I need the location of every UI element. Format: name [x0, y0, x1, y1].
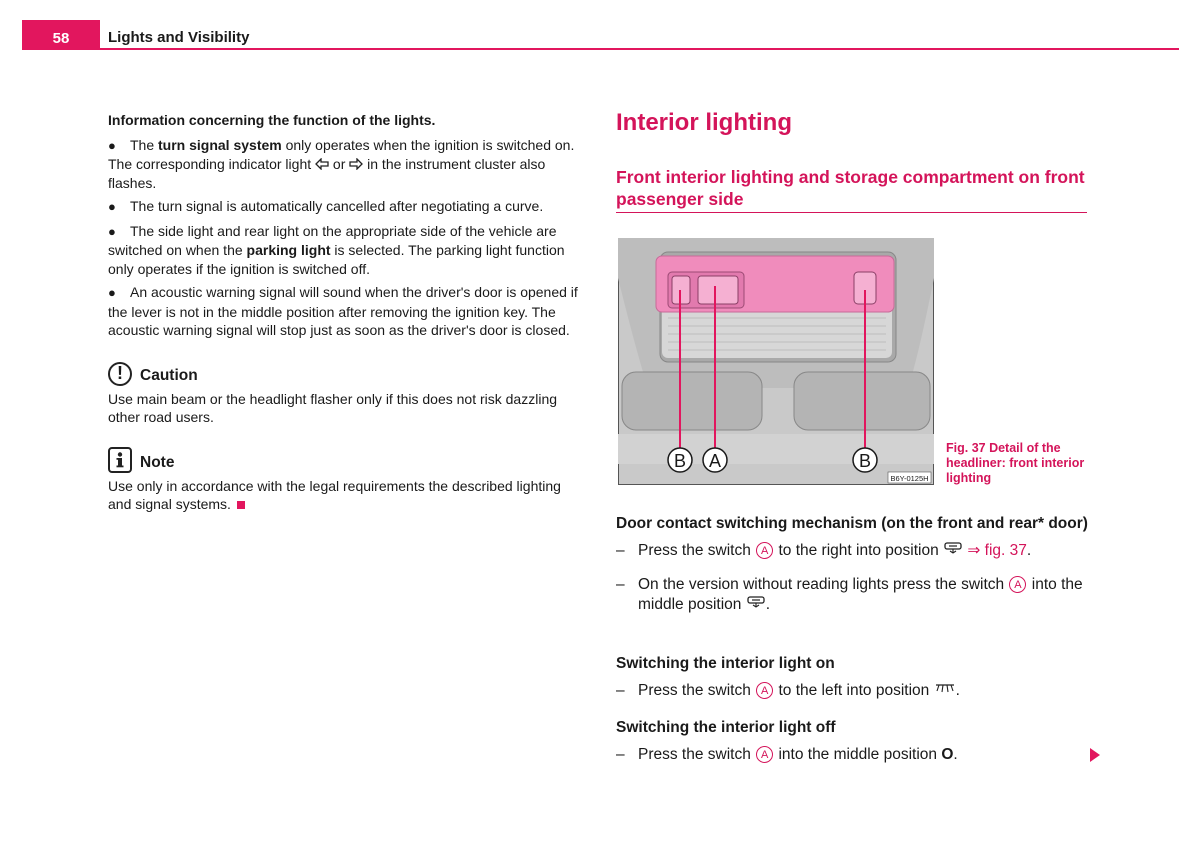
- door-contact-heading: Door contact switching mechanism (on the front and rear* door): [616, 515, 1088, 532]
- bullet-icon: ●: [108, 285, 116, 300]
- light-on-heading: Switching the interior light on: [616, 655, 835, 672]
- bullet-icon: ●: [108, 137, 116, 153]
- info-icon: [108, 447, 132, 473]
- page-heading: Interior lighting: [616, 109, 792, 136]
- bullet-parking-light: ● The side light and rear light on the appropriate side of the vehicle are switched on when the parking light is selected. The parking light function only operates if the ignition is switched off.: [108, 222, 565, 277]
- note-block: [108, 447, 580, 514]
- door-contact-section: [616, 514, 1096, 615]
- caution-title: Caution: [140, 367, 198, 384]
- fig37-link[interactable]: ⇒ fig. 37: [967, 542, 1027, 559]
- switch-a-label: A: [1009, 576, 1026, 593]
- switch-a-label: A: [756, 746, 773, 763]
- left-column: [108, 111, 580, 514]
- figure-caption: Fig. 37 Detail of the headliner: front interior lighting: [946, 441, 1085, 485]
- header-rule: [100, 48, 1179, 50]
- next-page-arrow-icon[interactable]: [1090, 748, 1100, 762]
- bullet-acoustic-warning: ● An acoustic warning signal will sound when the driver's door is opened if the lever is not in the middle position after removing the ignition key. The acoustic warning signal will stop just as soon as the driver's door is closed.: [108, 284, 578, 338]
- caution-icon: !: [108, 362, 132, 386]
- door-contact-icon: [746, 596, 766, 608]
- bullet-auto-cancel: ● The turn signal is automatically cancelled after negotiating a curve.: [108, 197, 580, 217]
- sub-heading: Front interior lighting and storage compartment on front passenger side: [616, 167, 1085, 209]
- light-on-section: [616, 654, 1096, 701]
- caution-text: Use main beam or the headlight flasher only if this does not risk dazzling other road users.: [108, 390, 558, 425]
- figure-label-b-left: B: [673, 451, 687, 471]
- headliner-figure: [618, 238, 934, 485]
- sub-heading-rule: [616, 212, 1087, 213]
- caution-block: [108, 362, 580, 427]
- interior-light-on-icon: [934, 682, 956, 694]
- bullet-turn-signal: ● The turn signal system only operates when the ignition is switched on. The corresponding indicator light or in the instrument cluster also flashes.: [108, 136, 575, 191]
- section-title: Lights and Visibility: [108, 29, 250, 46]
- figure-label-b-right: B: [858, 451, 872, 471]
- light-off-section: [616, 718, 1096, 765]
- note-title: Note: [140, 454, 175, 471]
- switch-a-label: A: [756, 682, 773, 699]
- end-marker-icon: [237, 501, 245, 509]
- step-light-off: – Press the switch A into the middle position O.: [616, 746, 958, 763]
- bullet-icon: ●: [108, 199, 116, 214]
- step-press-middle: – On the version without reading lights press the switch A into the middle position .: [616, 576, 1083, 613]
- figure-code: B6Y-0125H: [890, 474, 929, 483]
- info-heading: Information concerning the function of the lights.: [108, 112, 436, 128]
- step-press-right: – Press the switch A to the right into position ⇒ fig. 37.: [616, 542, 1032, 559]
- turn-right-icon: [349, 158, 363, 170]
- light-off-heading: Switching the interior light off: [616, 719, 836, 736]
- page-number: 58: [22, 20, 100, 50]
- switch-a-label: A: [756, 542, 773, 559]
- note-text: Use only in accordance with the legal requirements the described lighting and signal systems.: [108, 477, 561, 512]
- bullet-icon: ●: [108, 223, 116, 239]
- step-light-on: – Press the switch A to the left into position .: [616, 682, 960, 699]
- figure-label-a: A: [708, 451, 722, 471]
- turn-left-icon: [315, 158, 329, 170]
- door-contact-icon: [943, 542, 963, 554]
